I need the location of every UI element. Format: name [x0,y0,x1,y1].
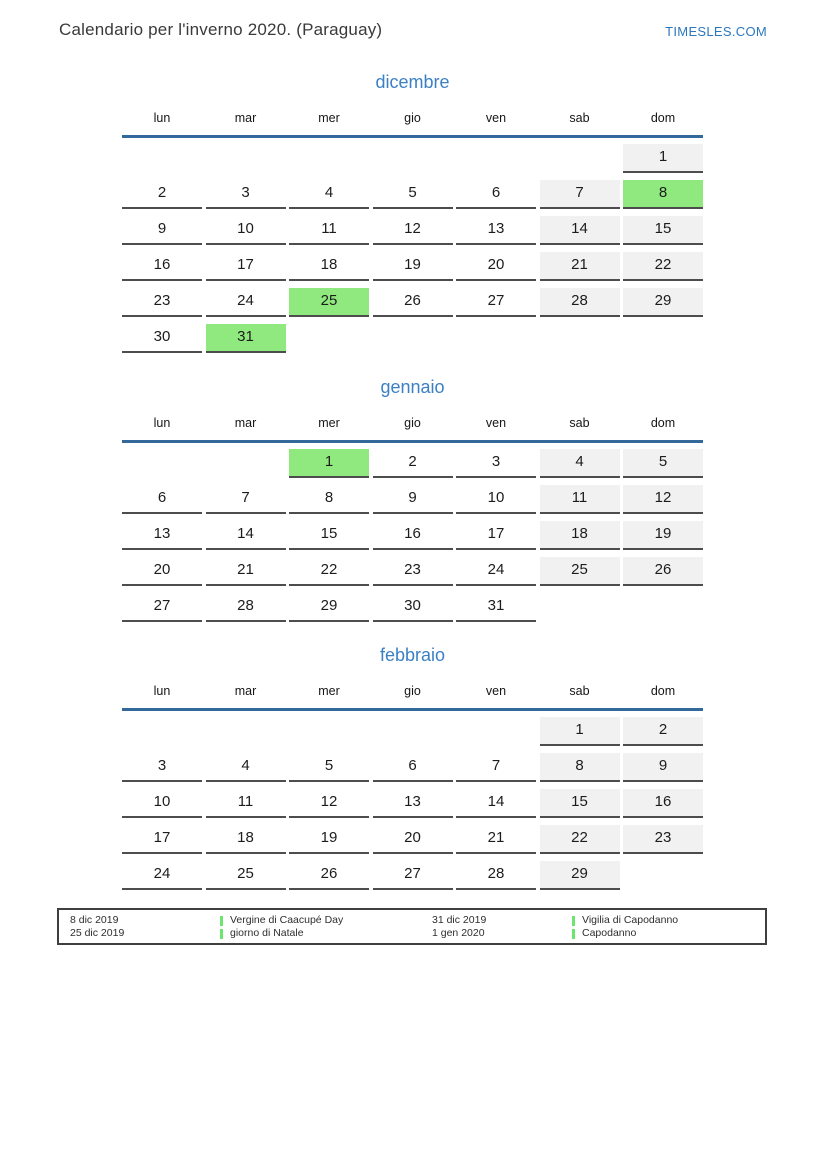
month-title-december: dicembre [375,72,450,92]
day-cell-gennaio-29: 29 [289,593,369,622]
empty-day-cell [540,144,620,173]
day-cell-dicembre-27: 27 [456,288,536,317]
weekday-label-ven: ven [485,111,507,125]
legend-names-column [220,914,343,940]
day-cell-febbraio-17: 17 [122,825,202,854]
legend-names-column [572,914,678,940]
day-cell-febbraio-10: 10 [122,789,202,818]
holiday-legend [57,908,767,945]
empty-day-cell [623,861,703,890]
day-cell-dicembre-21: 21 [540,252,620,281]
month-december [122,70,703,353]
day-cell-febbraio-2: 2 [623,717,703,746]
day-cell-febbraio-29: 29 [540,861,620,890]
day-cell-gennaio-23: 23 [373,557,453,586]
legend-date: 1 gen 2020 [432,927,485,939]
day-cell-dicembre-7: 7 [540,180,620,209]
day-cell-gennaio-18: 18 [540,521,620,550]
weekday-label-gio: gio [404,684,421,698]
month-header-divider [122,708,703,711]
empty-day-cell [289,324,369,353]
day-cell-gennaio-4: 4 [540,449,620,478]
day-cell-dicembre-13: 13 [456,216,536,245]
day-cell-febbraio-22: 22 [540,825,620,854]
empty-day-cell [456,324,536,353]
weekday-label-dom: dom [650,416,676,430]
legend-dates-column [432,914,486,940]
day-cell-gennaio-5: 5 [623,449,703,478]
weekday-label-dom: dom [650,684,676,698]
weekday-label-gio: gio [404,416,421,430]
empty-day-cell [540,593,620,622]
holiday-marker-icon [220,916,223,926]
holiday-marker-icon [220,929,223,939]
day-cell-febbraio-14: 14 [456,789,536,818]
legend-holiday-name: giorno di Natale [220,927,343,940]
day-cell-gennaio-20: 20 [122,557,202,586]
legend-holiday-name: Vigilia di Capodanno [572,914,678,927]
day-cell-febbraio-1: 1 [540,717,620,746]
weekday-label-lun: lun [153,111,171,125]
page-title: Calendario per l'inverno 2020. (Paraguay) [59,20,383,39]
month-january [122,375,703,622]
day-cell-dicembre-22: 22 [623,252,703,281]
legend-holiday-name: Vergine di Caacupé Day [220,914,343,927]
day-cell-gennaio-31: 31 [456,593,536,622]
day-cell-dicembre-5: 5 [373,180,453,209]
weekday-label-mer: mer [318,416,340,430]
legend-holiday-name: Capodanno [572,927,678,940]
weekday-label-sab: sab [569,684,590,698]
day-cell-febbraio-21: 21 [456,825,536,854]
weekday-label-sab: sab [569,416,590,430]
day-cell-febbraio-11: 11 [206,789,286,818]
day-cell-dicembre-30: 30 [122,324,202,353]
day-cell-gennaio-21: 21 [206,557,286,586]
day-cell-dicembre-6: 6 [456,180,536,209]
day-cell-dicembre-9: 9 [122,216,202,245]
day-cell-febbraio-20: 20 [373,825,453,854]
day-cell-dicembre-31: 31 [206,324,286,353]
weekday-label-lun: lun [153,684,171,698]
day-cell-dicembre-23: 23 [122,288,202,317]
legend-dates-column [70,914,124,940]
month-header-divider [122,135,703,138]
site-logo-link[interactable]: TIMESLES.COM [665,24,767,39]
day-cell-febbraio-6: 6 [373,753,453,782]
empty-day-cell [206,144,286,173]
weekday-label-sab: sab [569,111,590,125]
empty-day-cell [456,717,536,746]
empty-day-cell [206,449,286,478]
weekday-label-ven: ven [485,684,507,698]
day-cell-febbraio-9: 9 [623,753,703,782]
day-cell-febbraio-8: 8 [540,753,620,782]
empty-day-cell [206,717,286,746]
day-cell-gennaio-15: 15 [289,521,369,550]
weekday-label-mer: mer [318,111,340,125]
empty-day-cell [623,593,703,622]
day-cell-dicembre-20: 20 [456,252,536,281]
day-cell-dicembre-2: 2 [122,180,202,209]
weekday-label-gio: gio [404,111,421,125]
day-cell-dicembre-18: 18 [289,252,369,281]
legend-date: 25 dic 2019 [70,927,125,939]
day-cell-febbraio-15: 15 [540,789,620,818]
day-cell-dicembre-1: 1 [623,144,703,173]
weekday-label-mar: mar [234,111,257,125]
day-cell-gennaio-30: 30 [373,593,453,622]
day-cell-febbraio-5: 5 [289,753,369,782]
weekday-header-row [122,416,703,431]
day-cell-gennaio-10: 10 [456,485,536,514]
weekday-label-mar: mar [234,416,257,430]
day-cell-febbraio-18: 18 [206,825,286,854]
legend-date: 8 dic 2019 [70,914,119,926]
day-cell-febbraio-23: 23 [623,825,703,854]
day-cell-febbraio-12: 12 [289,789,369,818]
month-title-january: gennaio [380,377,445,397]
day-cell-gennaio-12: 12 [623,485,703,514]
day-cell-dicembre-15: 15 [623,216,703,245]
empty-day-cell [540,324,620,353]
month-grid-january [122,449,703,622]
weekday-label-lun: lun [153,416,171,430]
empty-day-cell [373,144,453,173]
day-cell-dicembre-25: 25 [289,288,369,317]
weekday-header-row [122,111,703,126]
day-cell-febbraio-13: 13 [373,789,453,818]
empty-day-cell [373,324,453,353]
day-cell-gennaio-13: 13 [122,521,202,550]
empty-day-cell [623,324,703,353]
day-cell-febbraio-26: 26 [289,861,369,890]
day-cell-gennaio-6: 6 [122,485,202,514]
month-grid-february [122,717,703,890]
day-cell-febbraio-24: 24 [122,861,202,890]
day-cell-dicembre-14: 14 [540,216,620,245]
legend-date: 31 dic 2019 [432,914,487,926]
day-cell-gennaio-9: 9 [373,485,453,514]
day-cell-febbraio-27: 27 [373,861,453,890]
day-cell-gennaio-11: 11 [540,485,620,514]
day-cell-febbraio-3: 3 [122,753,202,782]
day-cell-gennaio-24: 24 [456,557,536,586]
day-cell-gennaio-28: 28 [206,593,286,622]
empty-day-cell [122,449,202,478]
day-cell-dicembre-12: 12 [373,216,453,245]
day-cell-febbraio-4: 4 [206,753,286,782]
day-cell-gennaio-22: 22 [289,557,369,586]
empty-day-cell [289,717,369,746]
day-cell-dicembre-29: 29 [623,288,703,317]
day-cell-gennaio-2: 2 [373,449,453,478]
weekday-label-dom: dom [650,111,676,125]
day-cell-gennaio-1: 1 [289,449,369,478]
day-cell-gennaio-19: 19 [623,521,703,550]
day-cell-dicembre-17: 17 [206,252,286,281]
empty-day-cell [289,144,369,173]
day-cell-dicembre-28: 28 [540,288,620,317]
day-cell-febbraio-16: 16 [623,789,703,818]
day-cell-febbraio-25: 25 [206,861,286,890]
day-cell-dicembre-11: 11 [289,216,369,245]
day-cell-dicembre-24: 24 [206,288,286,317]
day-cell-gennaio-27: 27 [122,593,202,622]
day-cell-gennaio-17: 17 [456,521,536,550]
day-cell-gennaio-7: 7 [206,485,286,514]
weekday-label-mer: mer [318,684,340,698]
day-cell-febbraio-28: 28 [456,861,536,890]
month-february [122,643,703,890]
empty-day-cell [456,144,536,173]
day-cell-dicembre-8: 8 [623,180,703,209]
day-cell-gennaio-14: 14 [206,521,286,550]
day-cell-dicembre-16: 16 [122,252,202,281]
month-title-february: febbraio [379,645,446,665]
day-cell-dicembre-19: 19 [373,252,453,281]
day-cell-gennaio-25: 25 [540,557,620,586]
weekday-label-ven: ven [485,416,507,430]
day-cell-febbraio-19: 19 [289,825,369,854]
empty-day-cell [373,717,453,746]
day-cell-febbraio-7: 7 [456,753,536,782]
month-grid-december [122,144,703,353]
empty-day-cell [122,717,202,746]
day-cell-dicembre-3: 3 [206,180,286,209]
weekday-header-row [122,684,703,699]
day-cell-gennaio-8: 8 [289,485,369,514]
empty-day-cell [122,144,202,173]
day-cell-dicembre-10: 10 [206,216,286,245]
holiday-marker-icon [572,929,575,939]
day-cell-gennaio-16: 16 [373,521,453,550]
month-header-divider [122,440,703,443]
weekday-label-mar: mar [234,684,257,698]
day-cell-dicembre-26: 26 [373,288,453,317]
day-cell-gennaio-3: 3 [456,449,536,478]
holiday-marker-icon [572,916,575,926]
day-cell-dicembre-4: 4 [289,180,369,209]
day-cell-gennaio-26: 26 [623,557,703,586]
